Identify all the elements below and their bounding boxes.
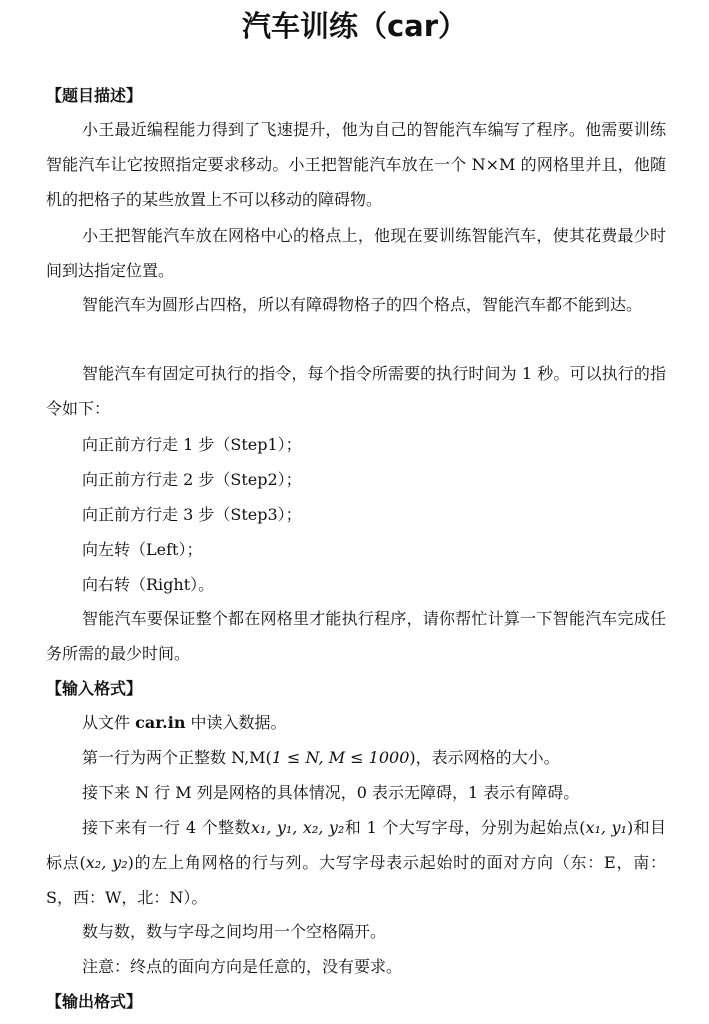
description-paragraph-1: 小王最近编程能力得到了飞速提升，他为自己的智能汽车编写了程序。他需要训练智能汽车让它按照指定要求移动。小王把智能汽车放在一个 N×M 的网格里并且，他随机的把格子的某些放置上不可以移动的障碍物。 bbox=[46, 120, 666, 209]
input-p4-math2: x₁, y₁ bbox=[585, 818, 627, 837]
description-paragraph-5: 智能汽车要保证整个都在网格里才能执行程序，请你帮忙计算一下智能汽车完成任务所需的最少时间。 bbox=[46, 609, 666, 663]
input-p2-prefix: 第一行为两个正整数 N,M( bbox=[82, 748, 272, 767]
input-paragraph-4 bbox=[46, 810, 666, 915]
input-p4-math: x₁, y₁, x₂, y₂ bbox=[250, 818, 345, 837]
input-p4-math3: x₂, y₂ bbox=[85, 853, 128, 872]
input-p4-d: )的左上角网格的行与列。大写字母表示起始时的面对方向（东：E，南：S，西：W，北：N）。 bbox=[46, 853, 666, 907]
input-filename: car.in bbox=[135, 713, 186, 732]
input-p2-suffix: )，表示网格的大小。 bbox=[409, 748, 560, 767]
input-paragraph-6: 注意：终点的面向方向是任意的，没有要求。 bbox=[82, 957, 403, 976]
input-p1-prefix: 从文件 bbox=[82, 713, 136, 732]
input-p4-c: )和目标点( bbox=[46, 818, 667, 872]
command-step3: 向正前方行走 3 步（Step3）； bbox=[82, 505, 302, 524]
description-paragraph-2: 小王把智能汽车放在网格中心的格点上，他现在要训练智能汽车，使其花费最少时间到达指定位置。 bbox=[46, 226, 666, 280]
input-p4-a: 接下来有一行 4 个整数 bbox=[82, 818, 251, 837]
input-p2-math: 1 ≤ N, M ≤ 1000 bbox=[271, 748, 410, 767]
heading-input: 【输入格式】 bbox=[46, 679, 143, 698]
command-step2: 向正前方行走 2 步（Step2）； bbox=[82, 470, 302, 489]
heading-output: 【输出格式】 bbox=[46, 992, 143, 1011]
input-paragraph-1 bbox=[46, 705, 666, 740]
description-paragraph-3: 智能汽车为圆形占四格，所以有障碍物格子的四个格点，智能汽车都不能到达。 bbox=[82, 295, 643, 314]
input-paragraph-5: 数与数，数与字母之间均用一个空格隔开。 bbox=[82, 922, 387, 941]
description-paragraph-4: 智能汽车有固定可执行的指令，每个指令所需要的执行时间为 1 秒。可以执行的指令如下： bbox=[46, 364, 666, 418]
command-step1: 向正前方行走 1 步（Step1）； bbox=[82, 435, 302, 454]
command-left: 向左转（Left）； bbox=[82, 540, 203, 559]
command-right: 向右转（Right）。 bbox=[82, 575, 215, 594]
input-paragraph-3: 接下来 N 行 M 列是网格的具体情况，0 表示无障碍，1 表示有障碍。 bbox=[82, 783, 580, 802]
input-p1-suffix: 中读入数据。 bbox=[185, 713, 287, 732]
heading-description: 【题目描述】 bbox=[46, 86, 143, 105]
input-paragraph-2 bbox=[46, 740, 666, 775]
page-title: 汽车训练（car） bbox=[241, 9, 468, 43]
input-p4-b: 和 1 个大写字母，分别为起始点( bbox=[344, 818, 586, 837]
